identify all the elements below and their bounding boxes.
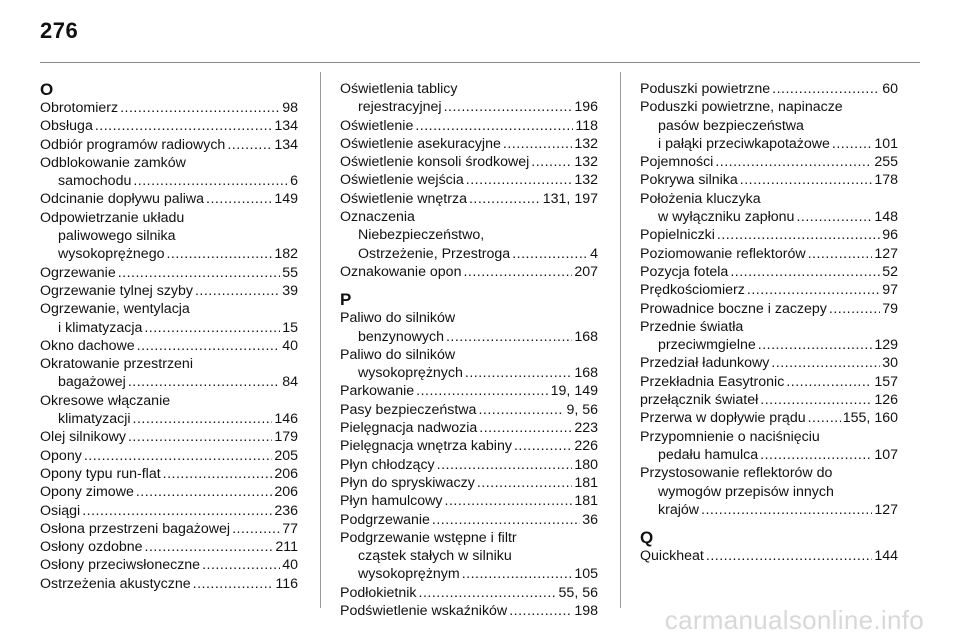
index-entry-page: 211 [275,539,298,556]
index-entry-page: 4 [590,245,598,262]
dot-leader [808,245,873,263]
dot-leader [512,245,588,263]
column-divider [320,72,321,608]
index-entry-page: 157 [874,373,898,390]
dot-leader [479,419,572,437]
index-entry-text: Poziomowanie reflektorów [640,245,806,262]
index-entry-page: 127 [874,245,898,262]
index-entry [640,190,898,227]
index-entry-text: Odpowietrzanie układu [40,209,185,226]
dot-leader [227,136,272,154]
index-entry-page: 132 [574,154,598,171]
index-entry-text: i klimatyzacja [58,319,143,336]
index-entry [340,117,598,135]
index-entry-text: Przekładnia Easytronic [640,373,785,390]
index-entry-text: Oświetlenie wejścia [340,172,464,189]
dot-leader [446,328,572,346]
index-entry [40,264,298,282]
index-entry-text: Płyn hamulcowy [340,493,443,510]
index-column-1 [40,80,298,593]
index-entry-text: rejestracyjnej [358,99,442,116]
index-entry-text: Opony [40,447,82,464]
index-entry-page: 155, 160 [842,410,898,427]
page-number: 276 [40,18,79,43]
index-entry [640,391,898,409]
index-entry [640,547,898,565]
index-entry-text: Oznakowanie opon [340,263,462,280]
index-entry-text: Olej silnikowy [40,429,126,446]
dot-leader [531,153,572,171]
dot-leader [136,483,272,501]
index-entry-page: 182 [274,246,298,263]
index-entry [40,538,298,556]
index-entry-page: 55 [282,264,298,281]
dot-leader [144,319,280,337]
dot-leader [133,172,288,190]
index-entry-page: 236 [274,502,298,519]
index-entry-text: Poduszki powietrzne [640,81,771,97]
index-entry-page: 132 [574,135,598,152]
index-entry-text: samochodu [58,173,132,190]
index-entry-text: Prowadnice boczne i zaczepy [640,300,827,317]
dot-leader [786,373,872,391]
index-entry [40,136,298,154]
dot-leader [462,565,573,583]
index-entry-page: 96 [882,227,898,244]
dot-leader [832,135,872,153]
index-entry-page: 55, 56 [558,584,598,601]
index-entry-text: Osiągi [40,502,81,519]
dot-leader [202,556,280,574]
index-entry [40,117,298,135]
index-entry [640,226,898,244]
index-entry-text: Podgrzewanie wstępne i filtr [340,529,517,546]
index-entry-text: benzynowych [358,328,444,345]
dot-leader [419,584,557,602]
index-entry [340,511,598,529]
index-entry-text: Podgrzewanie [340,511,430,528]
dot-leader [137,337,281,355]
index-entry-text: Popielniczki [640,227,715,244]
index-entry-text: Osłona przestrzeni bagażowej [40,520,231,537]
index-entry-text: Ogrzewanie tylnej szyby [40,282,193,299]
index-entry-page: 146 [274,411,298,428]
index-entry-text: pasów bezpieczeństwa [658,117,804,134]
dot-leader [95,117,272,135]
index-entry-page: 40 [282,557,298,574]
index-entry [40,154,298,191]
index-entry [640,409,898,427]
index-entry-text: wymogów przepisów innych [658,483,834,500]
index-entry [640,373,898,391]
index-entry-text: przeciwmgielne [658,337,756,354]
dot-leader [128,428,272,446]
index-entry-page: 36 [582,511,598,528]
index-entry [340,153,598,171]
index-entry [340,456,598,474]
index-entry [340,584,598,602]
index-entry-page: 255 [874,154,898,171]
index-entry [640,80,898,98]
index-entry [340,492,598,510]
dot-leader [195,282,280,300]
dot-leader [416,382,549,400]
index-entry [340,401,598,419]
dot-leader [444,98,573,116]
index-entry-text: Ogrzewanie [40,264,116,281]
index-entry-page: 181 [574,493,598,510]
index-entry [340,529,598,584]
index-entry [640,318,898,355]
index-entry-text: Oświetlenie wnętrza [340,190,467,207]
index-entry-page: 30 [882,355,898,372]
dot-leader [514,437,572,455]
index-entry-page: 226 [574,438,598,455]
index-entry-text: Przypomnienie o naciśnięciu [640,428,820,445]
index-entry-page: 168 [574,365,598,382]
section-letter: P [340,290,352,310]
index-entry-page: 207 [574,263,598,280]
index-entry-text: Odcinanie dopływu paliwa [40,191,205,208]
index-entry-page: 60 [882,81,898,97]
dot-leader [128,373,280,391]
index-entry-page: 105 [574,566,598,583]
index-entry-text: Okratowanie przestrzeni [40,356,193,373]
index-entry-text: Parkowanie [340,383,415,400]
index-entry [40,99,298,117]
index-entry-text: cząstek stałych w silniku [358,548,512,565]
index-entry-page: 180 [574,456,598,473]
index-entry [40,190,298,208]
dot-leader [715,153,872,171]
index-entry-page: 134 [274,136,298,153]
index-entry [640,98,898,153]
index-entry-page: 9, 56 [566,401,598,418]
index-entry-page: 144 [874,548,898,565]
dot-leader [193,575,274,593]
index-entry [40,428,298,446]
index-entry-text: paliwowego silnika [58,228,176,245]
index-entry [340,602,598,620]
dot-leader [465,364,572,382]
index-entry-page: 98 [282,100,298,116]
index-entry-text: Ostrzeżenie, Przestroga [358,245,511,262]
dot-leader [145,538,274,556]
index-entry-page: 101 [874,135,898,152]
index-entry-text: Płyn chłodzący [340,456,435,473]
index-entry-text: Przerwa w dopływie prądu [640,410,806,427]
index-entry [640,245,898,263]
index-entry-text: Oznaczenia [340,209,415,226]
dot-leader [84,447,273,465]
index-entry-text: Osłony ozdobne [40,539,143,556]
index-entry-text: Opony typu run-flat [40,465,161,482]
index-entry-text: Paliwo do silników [340,346,456,363]
index-entry-page: 148 [874,209,898,226]
index-entry [640,153,898,171]
index-entry-page: 79 [882,300,898,317]
dot-leader [829,300,880,318]
dot-leader [503,135,572,153]
index-entry-page: 205 [274,447,298,464]
index-entry [340,208,598,263]
index-entry [340,263,598,281]
index-entry [640,464,898,519]
dot-leader [466,171,573,189]
index-entry-text: Przystosowanie reflektorów do [640,465,833,482]
dot-leader [120,99,280,117]
index-entry-text: przełącznik świateł [640,392,759,409]
index-entry-page: 15 [282,319,298,336]
index-entry-text: w wyłączniku zapłonu [658,209,795,226]
index-entry [40,209,298,264]
header-rule [40,62,920,63]
dot-leader [808,409,841,427]
index-entry-page: 97 [882,282,898,299]
index-entry-page: 206 [274,465,298,482]
index-entry [340,419,598,437]
index-entry-text: Osłony przeciwsłoneczne [40,557,201,574]
index-entry-page: 168 [574,328,598,345]
index-entry-text: Pojemności [640,154,714,171]
index-entry-page: 149 [274,191,298,208]
index-entry-page: 132 [574,172,598,189]
index-entry-text: Podłokietnik [340,584,417,601]
dot-leader [706,547,872,565]
index-entry-page: 6 [290,173,298,190]
dot-leader [163,465,273,483]
index-entry-page: 178 [874,172,898,189]
index-entry-page: 52 [882,263,898,280]
index-entry-text: Quickheat [640,548,704,565]
index-entry [340,382,598,400]
dot-leader [415,117,573,135]
index-entry-text: Paliwo do silników [340,310,456,327]
dot-leader [796,208,872,226]
index-entry [40,337,298,355]
index-entry-text: Pokrywa silnika [640,172,738,189]
index-entry [340,80,598,117]
index-entry [340,309,598,346]
index-entry-page: 107 [874,446,898,463]
index-entry [40,520,298,538]
index-entry-page: 77 [282,520,298,537]
index-entry-text: Pozycja fotela [640,263,729,280]
index-entry-text: Oświetlenie konsoli środkowej [340,154,530,171]
index-entry-text: Niebezpieczeństwo, [358,227,485,244]
index-entry-page: 206 [274,484,298,501]
index-entry [340,437,598,455]
index-entry-text: Okresowe włączanie [40,392,171,409]
index-entry-page: 198 [574,603,598,620]
dot-leader [206,190,272,208]
index-entry-page: 116 [275,575,298,592]
index-entry [40,483,298,501]
index-entry-text: Obrotomierz [40,100,119,116]
index-entry [640,428,898,465]
dot-leader [758,336,873,354]
index-entry [340,474,598,492]
index-entry-text: Przednie światła [640,318,744,335]
index-entry [40,355,298,392]
dot-leader [760,391,872,409]
index-entry-text: Obsługa [40,118,93,135]
dot-leader [771,354,880,372]
index-entry-text: klimatyzacji [58,411,131,428]
index-entry-page: 40 [282,337,298,354]
dot-leader [772,80,880,98]
index-entry-text: Prędkościomierz [640,282,745,299]
section-letter: O [40,80,54,99]
index-entry-text: Oświetlenie [340,117,414,134]
index-entry-text: i pałąki przeciwkapotażowe [658,135,830,152]
index-entry-page: 19, 149 [550,383,598,400]
index-entry-text: Ogrzewanie, wentylacja [40,301,190,318]
index-entry [40,447,298,465]
index-entry-text: wysokoprężnego [58,246,165,263]
index-entry [40,575,298,593]
index-entry [40,392,298,429]
index-entry-text: Oświetlenie asekuracyjne [340,135,501,152]
index-entry-text: Ostrzeżenia akustyczne [40,575,191,592]
dot-leader [463,263,572,281]
index-entry-text: Przedział ładunkowy [640,355,770,372]
dot-leader [432,511,580,529]
dot-leader [730,263,880,281]
dot-leader [118,264,281,282]
index-entry [40,502,298,520]
index-entry-page: 129 [874,337,898,354]
index-entry-text: Odblokowanie zamków [40,154,186,171]
index-entry-page: 118 [575,117,598,134]
index-entry-page: 181 [574,474,598,491]
index-entry [340,171,598,189]
dot-leader [133,410,273,428]
column-divider [620,72,621,608]
index-entry-page: 127 [874,501,898,518]
dot-leader [166,245,272,263]
index-entry [640,281,898,299]
index-entry-page: 179 [274,429,298,446]
dot-leader [82,502,272,520]
dot-leader [701,501,872,519]
dot-leader [760,446,872,464]
index-entry-text: Pasy bezpieczeństwa [340,401,477,418]
dot-leader [469,190,541,208]
index-entry-text: bagażowej [58,374,126,391]
index-entry-page: 134 [274,118,298,135]
index-entry-page: 126 [874,392,898,409]
index-entry-text: Pielęgnacja nadwozia [340,420,478,437]
index-entry [640,171,898,189]
index-entry-page: 39 [282,282,298,299]
dot-leader [509,602,572,620]
dot-leader [717,226,880,244]
index-entry-text: Opony zimowe [40,484,134,501]
dot-leader [232,520,280,538]
index-entry-text: krajów [658,501,699,518]
index-column-2 [340,80,598,620]
index-entry [340,135,598,153]
index-entry-text: Pielęgnacja wnętrza kabiny [340,438,512,455]
dot-leader [478,401,564,419]
index-entry [40,300,298,337]
index-entry-text: Okno dachowe [40,337,135,354]
index-entry-page: 196 [574,99,598,116]
index-entry-page: 131, 197 [542,190,598,207]
index-entry-page: 84 [282,374,298,391]
index-entry [340,346,598,383]
index-entry-text: Oświetlenia tablicy [340,81,458,97]
dot-leader [477,474,573,492]
index-entry-text: Podświetlenie wskaźników [340,603,508,620]
index-entry-text: pedału hamulca [658,446,759,463]
index-column-3 [640,80,898,565]
index-entry [640,354,898,372]
index-entry-text: wysokoprężnych [358,365,463,382]
dot-leader [445,492,573,510]
index-entry-page: 223 [574,420,598,437]
index-entry-text: Płyn do spryskiwaczy [340,474,475,491]
index-entry [640,263,898,281]
index-entry [40,556,298,574]
watermark: carmanualsonline.info [664,605,924,635]
index-entry-text: Poduszki powietrzne, napinacze [640,99,843,116]
index-entry-text: Położenia kluczyka [640,190,761,207]
dot-leader [747,281,880,299]
index-entry [40,282,298,300]
index-entry-text: Odbiór programów radiowych [40,136,226,153]
dot-leader [740,171,873,189]
dot-leader [437,456,573,474]
index-entry [40,465,298,483]
index-entry [640,300,898,318]
section-letter: Q [640,528,654,548]
index-entry [340,190,598,208]
index-entry-text: wysokoprężnym [358,566,460,583]
